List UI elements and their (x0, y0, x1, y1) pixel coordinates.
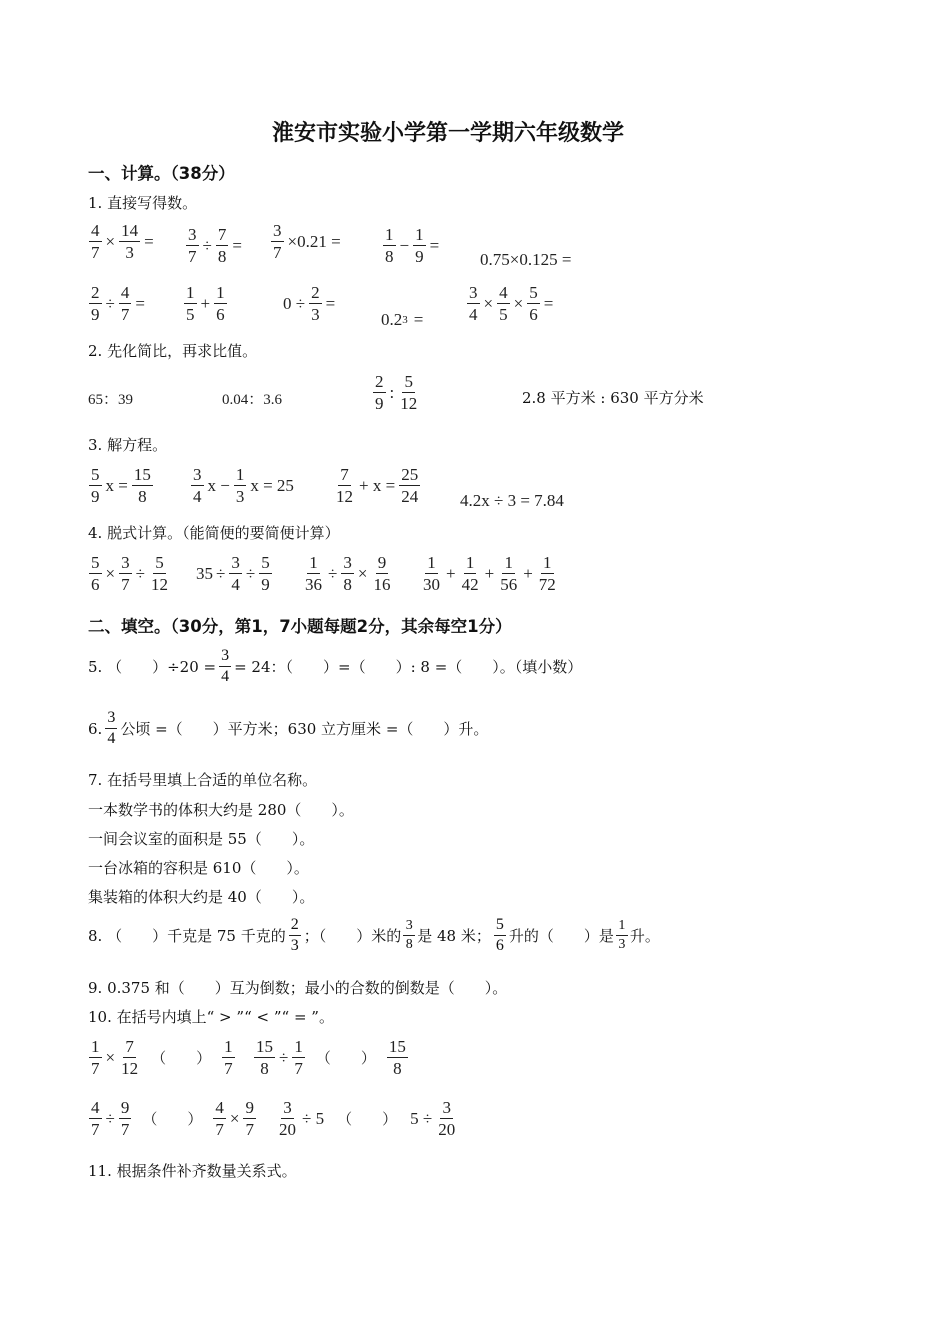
q2-b: 0.04：3.6 (222, 392, 283, 408)
q1-label: 1. 直接写得数。 (88, 194, 198, 212)
q10-d: $\frac{3}{20}$ ÷ 5 （ ） 5 ÷ $\frac{3}{20}$ (279, 1098, 456, 1139)
q1-i: 0.2 3 = (381, 310, 424, 329)
q1-d: $\frac{1}{8}$ − $\frac{1}{9}$ = (385, 225, 440, 266)
q4-b: 35 ÷ $\frac{3}{4}$ ÷ $\frac{5}{9}$ (196, 553, 270, 594)
q2-c: $\frac{2}{9}$ : $\frac{5}{12}$ (375, 372, 418, 413)
q7-line-2: 一间会议室的面积是 55（ ）。 (88, 830, 315, 848)
q1-h: 0 ÷ $\frac{2}{3}$ = (283, 283, 336, 324)
q10-a: $\frac{1}{7}$ × $\frac{7}{12}$ （ ） $\frac{1}{7}$ (91, 1037, 233, 1078)
q10-label: 10. 在括号内填上“ > ”“ < ”“ = ”。 (88, 1008, 334, 1026)
q3-b: $\frac{3}{4}$ x − $\frac{1}{3}$ x = 25 (193, 465, 294, 506)
q1-c: $\frac{3}{7}$ ×0.21 = (273, 221, 341, 262)
q4-c: $\frac{1}{36}$ ÷ $\frac{3}{8}$ × $\frac{9}{16}$ (305, 553, 391, 594)
q2-d: 2.8 平方米 : 630 平方分米 (522, 389, 704, 407)
q4-d: $\frac{1}{30}$ + $\frac{1}{42}$ + $\frac{1}{56}$ + $\frac{1}{72}$ (423, 553, 556, 594)
section-2-heading: 二、填空。（30分，第1，7小题每题2分，其余每空1分） (88, 617, 512, 636)
q1-j: $\frac{3}{4}$ × $\frac{4}{5}$ × $\frac{5}{6}$ = (469, 283, 554, 324)
q1-a: $\frac{4}{7}$ × $\frac{14}{3}$ = (91, 221, 154, 262)
q7-line-4: 集装箱的体积大约是 40（ ）。 (88, 888, 315, 906)
section-1-heading: 一、计算。（38分） (88, 164, 235, 183)
q3-label: 3. 解方程。 (88, 436, 168, 454)
q3-a: $\frac{5}{9}$ x = $\frac{15}{8}$ (91, 465, 151, 506)
page-title: 淮安市实验小学第一学期六年级数学 (272, 121, 625, 146)
q10-c: $\frac{4}{7}$ ÷ $\frac{9}{7}$ （ ） $\frac{4}{7}$ × $\frac{9}{7}$ (91, 1098, 254, 1139)
q4-label: 4. 脱式计算。（能简便的要简便计算） (88, 524, 340, 542)
q7-label: 7. 在括号里填上合适的单位名称。 (88, 771, 318, 789)
q8: 8. （ ）千克是 75 千克的 $\frac{2}{3}$ ；（ ）米的 $\frac{3}{8}$ 是 48 米； $\frac{5}{6}$ 升的（ ）是 $\frac{1}{3}$ 升。 (88, 916, 660, 954)
q10-b: $\frac{15}{8}$ ÷ $\frac{1}{7}$ （ ） $\frac{15}{8}$ (256, 1037, 406, 1078)
q1-e: 0.75×0.125 = (480, 250, 572, 269)
q1-f: $\frac{2}{9}$ ÷ $\frac{4}{7}$ = (91, 283, 145, 324)
q1-b: $\frac{3}{7}$ ÷ $\frac{7}{8}$ = (188, 225, 242, 266)
q11-label: 11. 根据条件补齐数量关系式。 (88, 1162, 297, 1180)
q3-d: 4.2x ÷ 3 = 7.84 (460, 491, 564, 510)
q7-line-1: 一本数学书的体积大约是 280（ ）。 (88, 801, 354, 819)
q9: 9. 0.375 和（ ）互为倒数；最小的合数的倒数是（ ）。 (88, 979, 508, 997)
q3-c: $\frac{7}{12}$ + x = $\frac{25}{24}$ (336, 465, 419, 506)
q2-a: 65：39 (88, 392, 134, 408)
q5: 5. （ ）÷20 = $\frac{3}{4}$ = 24：（ ）=（ ）: 8 =（ ）。（填小数） (88, 647, 583, 685)
q1-g: $\frac{1}{5}$ + $\frac{1}{6}$ (186, 283, 225, 324)
q2-label: 2. 先化简比，再求比值。 (88, 342, 258, 360)
q7-line-3: 一台冰箱的容积是 610（ ）。 (88, 859, 309, 877)
q4-a: $\frac{5}{6}$ × $\frac{3}{7}$ ÷ $\frac{5}{12}$ (91, 553, 168, 594)
q6: 6. $\frac{3}{4}$ 公顷 =（ ）平方米；630 立方厘米 =（ ）升。 (88, 709, 489, 747)
